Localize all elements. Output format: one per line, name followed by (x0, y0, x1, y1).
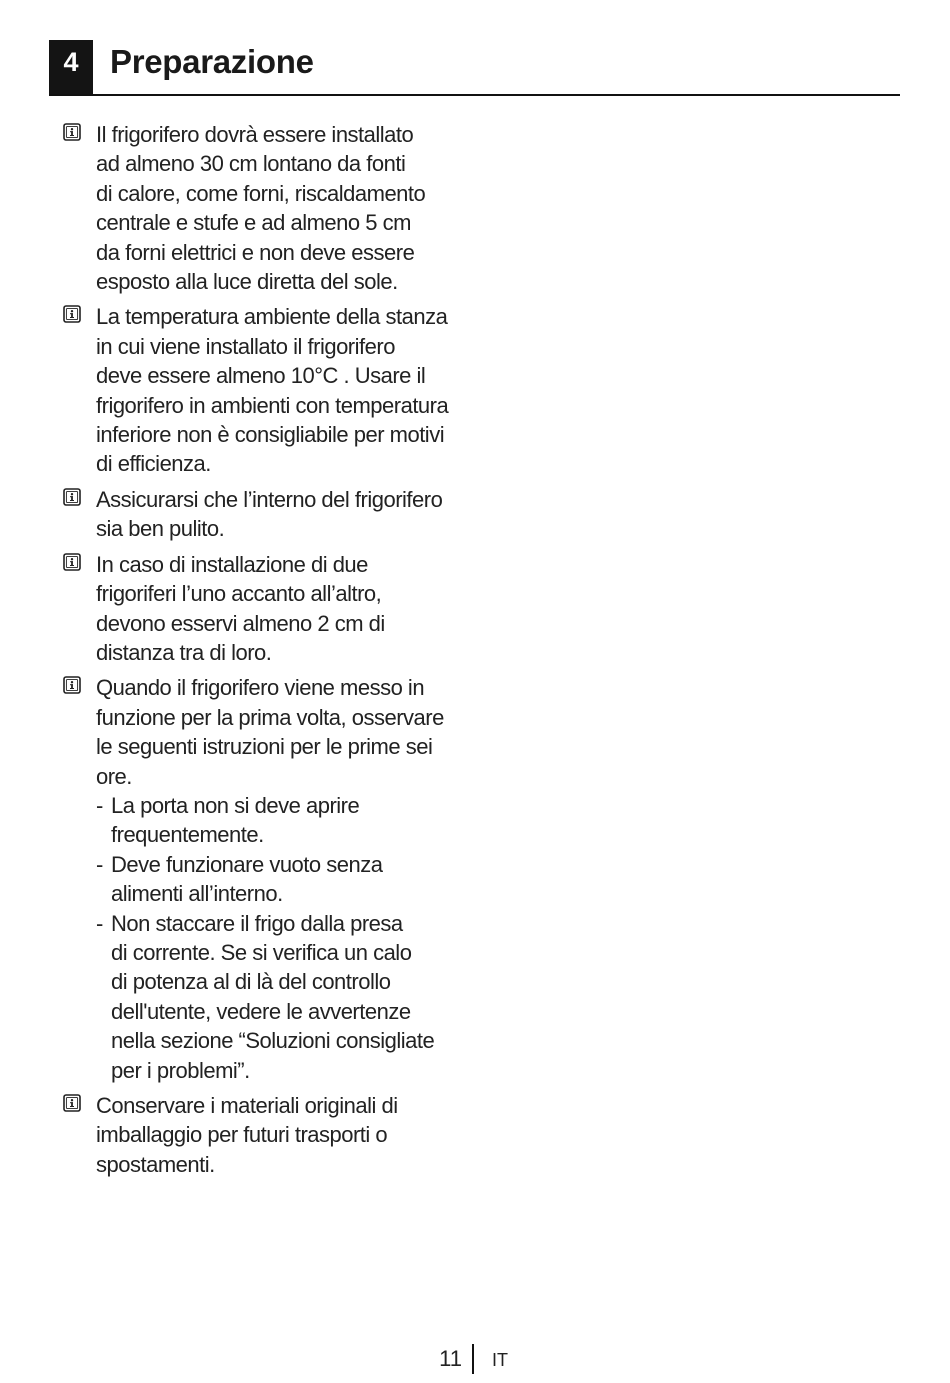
note-line: Quando il frigorifero viene messo in (96, 675, 425, 701)
note-line: di efficienza. (96, 451, 211, 477)
note-text (96, 673, 490, 791)
note-item (60, 550, 490, 668)
dash-marker: - (96, 851, 103, 877)
info-icon (63, 488, 81, 506)
note-line: funzione per la prima volta, osservare (96, 704, 444, 730)
instruction-subitem (96, 909, 490, 1085)
note-line: devono esservi almeno 2 cm di (96, 610, 385, 636)
dash-marker: - (96, 792, 103, 818)
instruction-sublist (96, 791, 490, 1085)
note-line: ad almeno 30 cm lontano da fonti (96, 151, 406, 177)
note-text (96, 1091, 490, 1179)
note-line: La temperatura ambiente della stanza (96, 304, 448, 330)
note-text (96, 120, 490, 296)
language-code: IT (492, 1350, 508, 1370)
subitem-line: per i problemi”. (111, 1057, 250, 1083)
dash-marker: - (96, 910, 103, 936)
page-footer (0, 1344, 950, 1376)
note-text (96, 485, 490, 544)
note-line: sia ben pulito. (96, 516, 225, 542)
note-item (60, 302, 490, 478)
subitem-line: di potenza al di là del controllo (111, 969, 391, 995)
note-text (96, 550, 490, 668)
note-line: spostamenti. (96, 1151, 215, 1177)
note-line: frigorifero in ambienti con temperatura (96, 392, 449, 418)
note-line: Assicurarsi che l’interno del frigorifero (96, 486, 443, 512)
note-item (60, 1091, 490, 1179)
subitem-line: Non staccare il frigo dalla presa (111, 910, 403, 936)
subitem-line: alimenti all’interno. (111, 881, 283, 907)
note-line: centrale e stufe e ad almeno 5 cm (96, 210, 411, 236)
note-line: di calore, come forni, riscaldamento (96, 180, 426, 206)
note-line: imballaggio per futuri trasporti o (96, 1122, 388, 1148)
info-icon (63, 305, 81, 323)
subitem-line: nella sezione “Soluzioni consigliate (111, 1028, 435, 1054)
note-line: Conservare i materiali originali di (96, 1093, 398, 1118)
subitem-line: La porta non si deve aprire (111, 792, 360, 818)
info-icon (63, 1094, 81, 1112)
info-icon (63, 123, 81, 141)
footer-divider (472, 1344, 474, 1374)
section-title: Preparazione (110, 43, 314, 80)
subitem-line: dell'utente, vedere le avvertenze (111, 998, 411, 1024)
note-line: distanza tra di loro. (96, 639, 272, 665)
note-line: da forni elettrici e non deve essere (96, 239, 415, 265)
note-line: le seguenti istruzioni per le prime sei (96, 734, 433, 760)
subitem-line: frequentemente. (111, 822, 264, 848)
note-text (96, 302, 490, 478)
section-number-badge: 4 (49, 40, 93, 94)
instruction-subitem (96, 850, 490, 909)
page-number: 11 (439, 1346, 462, 1371)
info-icon (63, 676, 81, 694)
subitem-line: di corrente. Se si verifica un calo (111, 939, 412, 965)
notes-list (60, 120, 490, 1185)
note-line: frigoriferi l’uno accanto all’altro, (96, 581, 382, 607)
note-item (60, 673, 490, 1085)
note-line: Il frigorifero dovrà essere installato (96, 122, 414, 147)
note-line: inferiore non è consigliabile per motivi (96, 422, 445, 448)
note-line: in cui viene installato il frigorifero (96, 333, 395, 359)
note-line: esposto alla luce diretta del sole. (96, 269, 398, 295)
section-header (49, 40, 900, 96)
note-line: ore. (96, 763, 132, 789)
instruction-subitem (96, 791, 490, 850)
note-line: In caso di installazione di due (96, 551, 368, 577)
note-item (60, 120, 490, 296)
info-icon (63, 553, 81, 571)
note-line: deve essere almeno 10°C . Usare il (96, 363, 426, 389)
note-item (60, 485, 490, 544)
subitem-line: Deve funzionare vuoto senza (111, 851, 383, 877)
